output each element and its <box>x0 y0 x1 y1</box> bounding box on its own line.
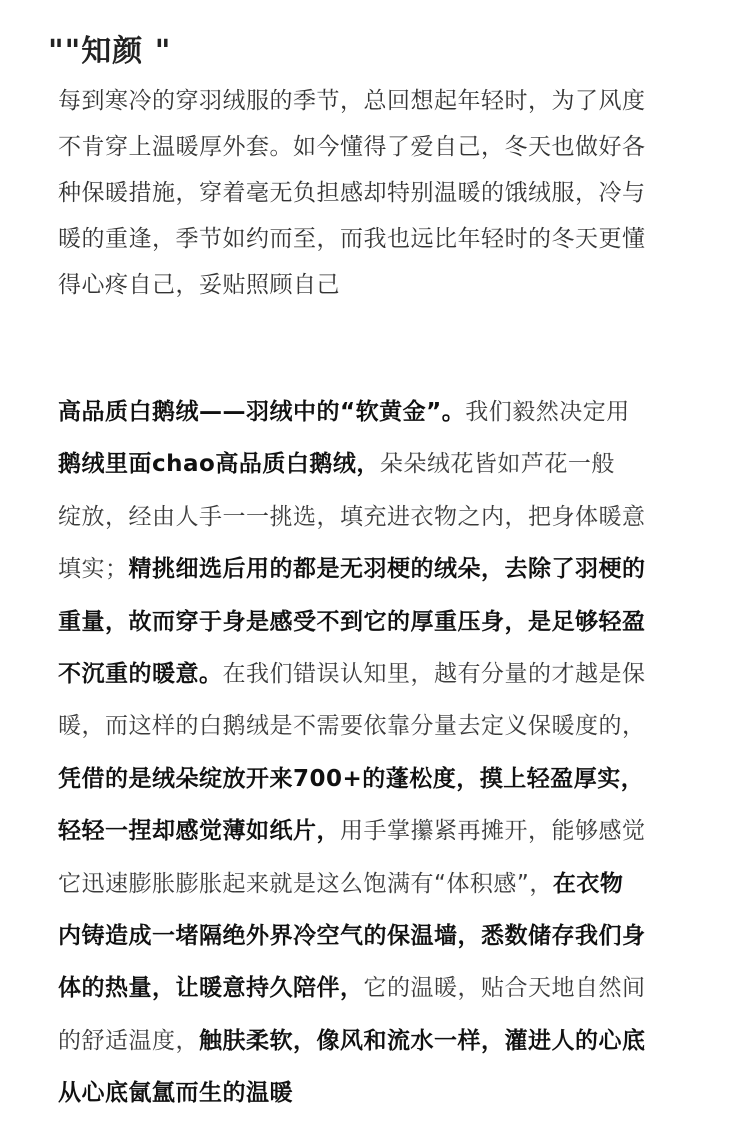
emphasis-text: 触肤柔软，像风和流水一样，灌进人的心底 <box>199 1027 646 1054</box>
body-text: 暖，而这样的白鹅绒是不需要依靠分量去定义保暖度的， <box>58 713 646 740</box>
main-line <box>58 386 708 438</box>
main-line <box>58 438 708 490</box>
emphasis-text: 精挑细选后用的都是无羽梗的绒朵，去除了羽梗的 <box>128 556 646 583</box>
body-text: 在我们错误认知里，越有分量的才越是保 <box>222 661 646 688</box>
main-line <box>58 805 708 857</box>
intro-paragraph <box>58 78 708 308</box>
intro-line: 种保暖措施，穿着毫无负担感却特别温暖的饿绒服，冷与 <box>58 180 646 206</box>
emphasis-text: 高品质白鹅绒——羽绒中的“软黄金”。 <box>58 399 466 425</box>
body-text: 的舒适温度， <box>58 1027 199 1054</box>
main-line <box>58 753 708 805</box>
intro-line: 每到寒冷的穿羽绒服的季节，总回想起年轻时，为了风度 <box>58 88 646 114</box>
emphasis-text: 在衣物 <box>552 870 624 897</box>
main-line <box>58 648 708 700</box>
page-title: ""知颜 " <box>48 34 172 69</box>
main-line <box>58 700 708 752</box>
down-feature-paragraph <box>58 386 708 1120</box>
emphasis-text: 内铸造成一堵隔绝外界冷空气的保温墙，悉数储存我们身 <box>58 923 646 950</box>
emphasis-text: 轻轻一捏却感觉薄如纸片， <box>58 818 340 845</box>
body-text: 用手掌攥紧再摊开，能够感觉 <box>340 818 646 845</box>
body-text: 绽放，经由人手一一挑选，填充进衣物之内，把身体暖意 <box>58 503 646 530</box>
emphasis-text: 不沉重的暖意。 <box>58 661 223 688</box>
main-line <box>58 858 708 910</box>
main-line <box>58 910 708 962</box>
body-text: 我们毅然决定用 <box>465 399 630 425</box>
main-line <box>58 543 708 595</box>
emphasis-text: 凭借的是绒朵绽放开来700+的蓬松度，摸上轻盈厚实， <box>58 765 645 792</box>
main-line <box>58 1015 708 1067</box>
emphasis-text: 体的热量，让暖意持久陪伴， <box>58 975 364 1002</box>
intro-line: 得心疼自己，妥贴照顾自己 <box>58 272 340 298</box>
body-text: 它迅速膨胀膨胀起来就是这么饱满有“体积感”， <box>58 870 553 897</box>
emphasis-text: 鹅绒里面chao高品质白鹅绒， <box>58 451 380 478</box>
body-text: 它的温暖，贴合天地自然间 <box>363 975 646 1002</box>
intro-line: 不肯穿上温暖厚外套。如今懂得了爱自己，冬天也做好各 <box>58 134 646 160</box>
main-line <box>58 491 708 543</box>
main-line <box>58 962 708 1014</box>
emphasis-text: 从心底氤氲而生的温暖 <box>58 1080 293 1107</box>
main-line <box>58 1067 708 1119</box>
main-line <box>58 596 708 648</box>
intro-line: 暖的重逢，季节如约而至，而我也远比年轻时的冬天更懂 <box>58 226 646 252</box>
body-text: 朵朵绒花皆如芦花一般 <box>379 451 615 478</box>
body-text: 填实； <box>58 556 129 583</box>
emphasis-text: 重量，故而穿于身是感受不到它的厚重压身，是足够轻盈 <box>58 608 646 635</box>
